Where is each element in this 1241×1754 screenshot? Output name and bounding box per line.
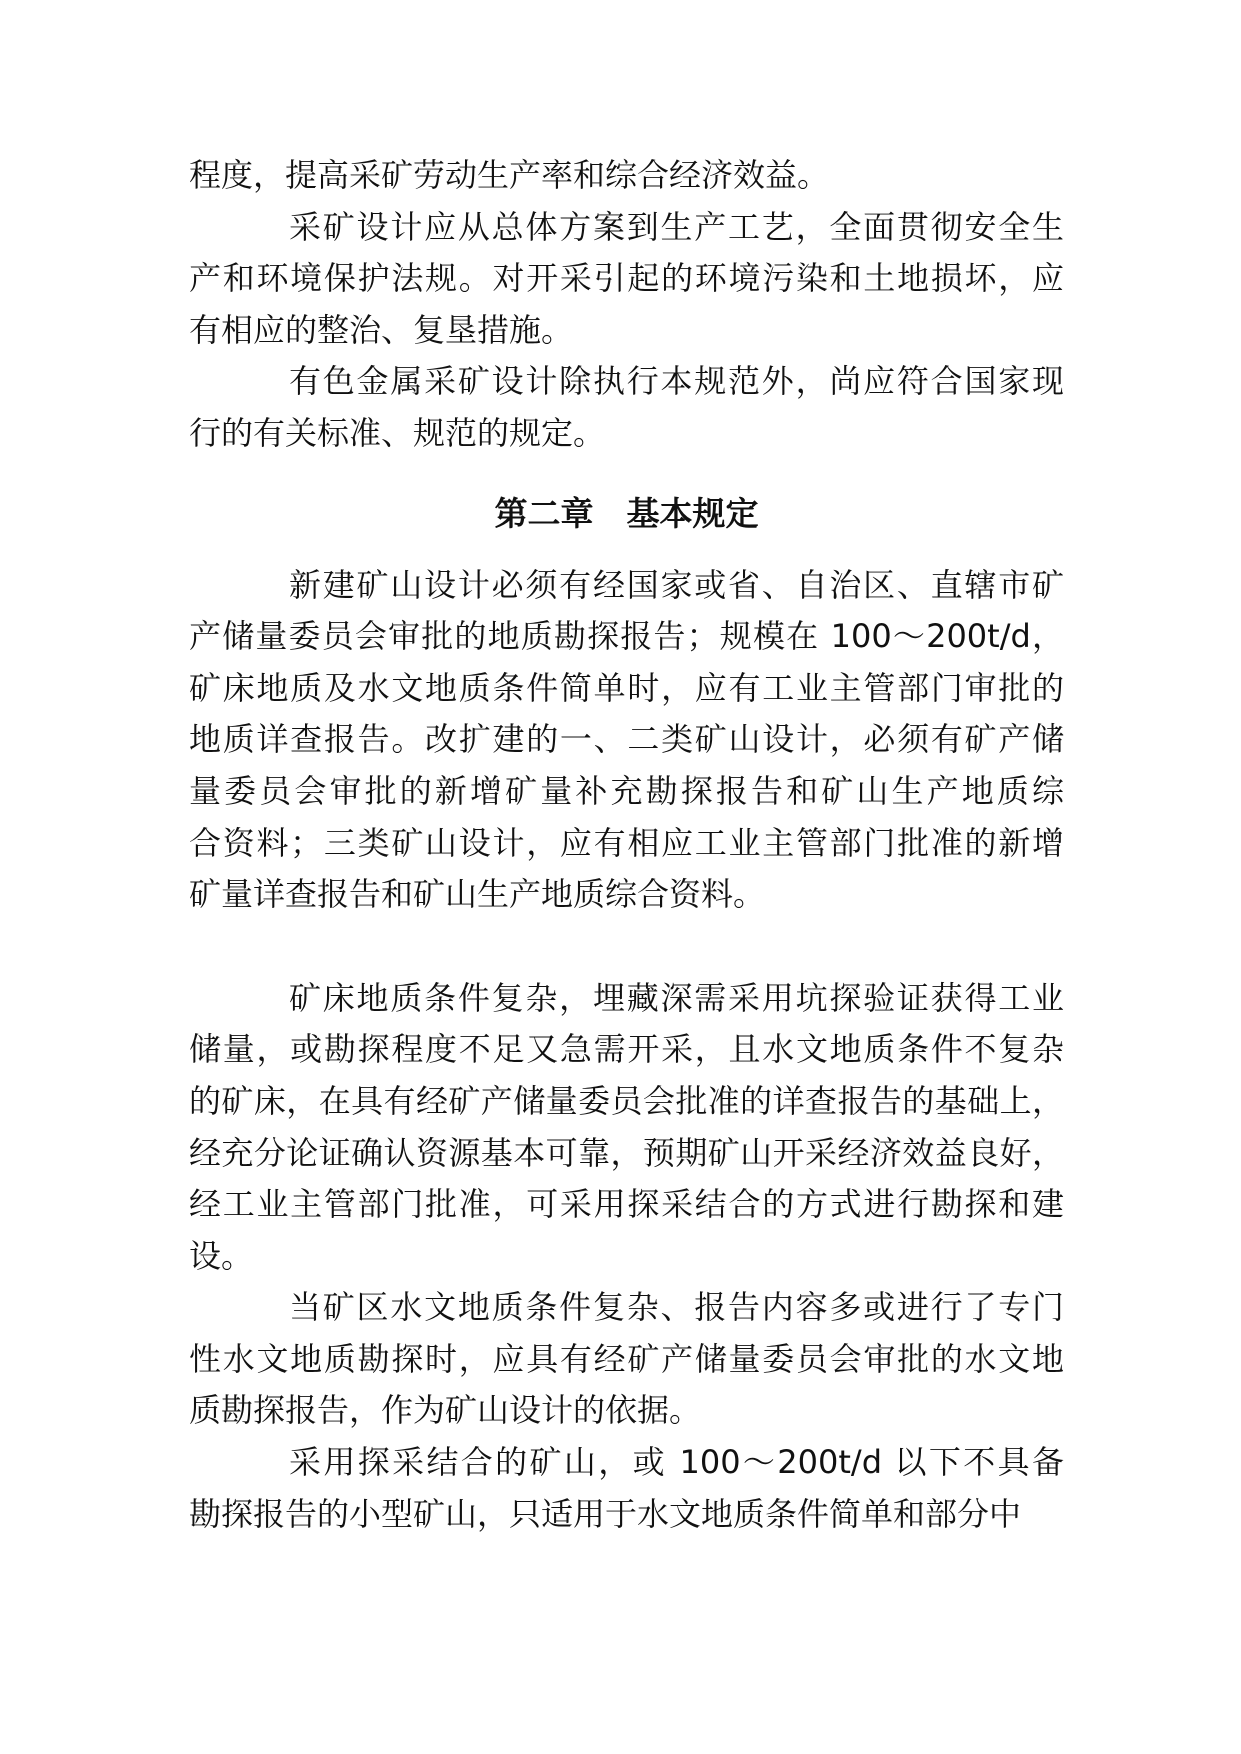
paragraph-line: 矿量详查报告和矿山生产地质综合资料。 <box>189 875 766 914</box>
paragraph-line: 矿床地质条件复杂，埋藏深需采用坑探验证获得工业 <box>289 978 1064 1017</box>
paragraph-line: 产储量委员会审批的地质勘探报告；规模在 100～200t/d， <box>189 617 1064 656</box>
paragraph-group-continued <box>189 973 1064 1541</box>
paragraph-line: 勘探报告的小型矿山，只适用于水文地质条件简单和部分中 <box>189 1494 1022 1533</box>
paragraph <box>189 150 1064 202</box>
paragraph-line: 地质详查报告。改扩建的一、二类矿山设计，必须有矿产储 <box>189 720 1064 759</box>
paragraph-line: 量委员会审批的新增矿量补充勘探报告和矿山生产地质综 <box>189 771 1064 810</box>
paragraph-line: 性水文地质勘探时，应具有经矿产储量委员会审批的水文地 <box>189 1339 1064 1378</box>
paragraph-line: 的矿床，在具有经矿产储量委员会批准的详查报告的基础上， <box>189 1081 1064 1120</box>
paragraph <box>189 973 1064 1283</box>
paragraph-line: 有相应的整治、复垦措施。 <box>189 310 574 349</box>
paragraph-line: 经工业主管部门批准，可采用探采结合的方式进行勘探和建 <box>189 1185 1064 1224</box>
paragraph <box>189 202 1064 357</box>
paragraph-group-intro <box>189 150 1064 460</box>
paragraph-group-chapter <box>189 560 1064 921</box>
paragraph-line: 采用探采结合的矿山，或 100～200t/d 以下不具备 <box>289 1443 1064 1482</box>
paragraph-line: 合资料；三类矿山设计，应有相应工业主管部门批准的新增 <box>189 823 1064 862</box>
paragraph-line: 经充分论证确认资源基本可靠，预期矿山开采经济效益良好， <box>189 1133 1064 1172</box>
paragraph-gap <box>189 921 1064 973</box>
paragraph-line: 矿床地质及水文地质条件简单时，应有工业主管部门审批的 <box>189 668 1064 707</box>
paragraph-line: 程度，提高采矿劳动生产率和综合经济效益。 <box>189 156 830 194</box>
paragraph-line: 产和环境保护法规。对开采引起的环境污染和土地损坏，应 <box>189 259 1064 298</box>
chapter-heading: 第二章 基本规定 <box>494 493 759 533</box>
paragraph-line: 有色金属采矿设计除执行本规范外，尚应符合国家现 <box>289 362 1064 401</box>
paragraph-line: 设。 <box>189 1236 254 1275</box>
paragraph-line: 新建矿山设计必须有经国家或省、自治区、直辖市矿 <box>289 565 1064 604</box>
paragraph <box>189 560 1064 921</box>
paragraph-line: 行的有关标准、规范的规定。 <box>189 413 606 452</box>
paragraph-line: 储量，或勘探程度不足又急需开采，且水文地质条件不复杂 <box>189 1030 1064 1069</box>
paragraph-line: 采矿设计应从总体方案到生产工艺，全面贯彻安全生 <box>289 207 1064 246</box>
paragraph <box>189 1437 1064 1540</box>
paragraph <box>189 356 1064 459</box>
paragraph-line: 质勘探报告，作为矿山设计的依据。 <box>189 1391 702 1430</box>
paragraph <box>189 1282 1064 1437</box>
document-body <box>189 150 1064 1540</box>
paragraph-line: 当矿区水文地质条件复杂、报告内容多或进行了专门 <box>289 1288 1064 1327</box>
